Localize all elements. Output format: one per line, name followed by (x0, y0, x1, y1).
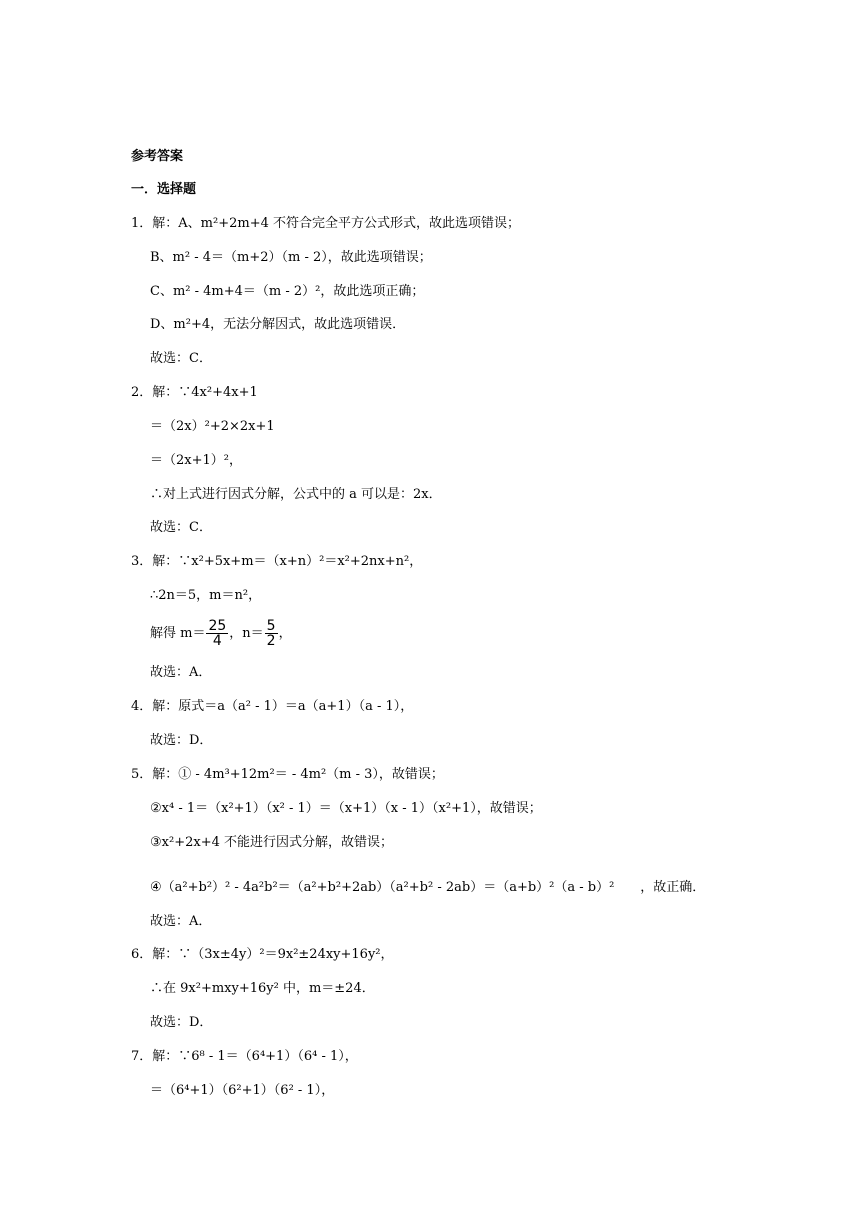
q4-line-1: 4．解：原式＝a（a² - 1）＝a（a+1）（a - 1）， (131, 699, 414, 714)
q2-line-3: ＝（2x+1）²， (150, 453, 242, 468)
q2-line-1: 2．解：∵4x²+4x+1 (131, 385, 258, 400)
q3-solution-line (150, 614, 292, 654)
q1-answer: 故选：C． (150, 351, 212, 366)
q6-line-1: 6．解：∵（3x±4y）²＝9x²±24xy+16y²， (131, 947, 394, 962)
n-fraction (265, 619, 278, 648)
q5-line-1: 5．解：① - 4m³+12m²＝ - 4m²（m - 3），故错误； (131, 767, 444, 782)
q3-line-2: ∴2n＝5，m＝n²， (150, 588, 262, 603)
q2-answer: 故选：C． (150, 520, 212, 535)
q1-line-2: B、m² - 4＝（m+2）（m - 2），故此选项错误； (150, 250, 432, 265)
q4-answer: 故选：D． (150, 733, 213, 748)
q1-line-1: 1．解：A、m²+2m+4 不符合完全平方公式形式，故此选项错误； (131, 216, 520, 231)
q6-line-2: ∴在 9x²+mxy+16y² 中，m＝±24． (150, 981, 375, 996)
n-denominator: 2 (266, 633, 276, 649)
q7-line-1: 7．解：∵6⁸ - 1＝（6⁴+1）（6⁴ - 1）， (131, 1049, 358, 1064)
q3-solve-prefix: 解得 m＝ (150, 626, 206, 641)
q7-line-2: ＝（6⁴+1）（6²+1）（6² - 1）， (150, 1083, 335, 1098)
q6-answer: 故选：D． (150, 1015, 213, 1030)
q1-line-4: D、m²+4，无法分解因式，故此选项错误． (150, 317, 406, 332)
q5-line-3: ③x²+2x+4 不能进行因式分解，故错误； (150, 835, 393, 850)
q5-answer: 故选：A． (150, 914, 212, 929)
q2-line-2: ＝（2x）²+2×2x+1 (150, 419, 275, 434)
q3-solve-suffix: ， (278, 626, 292, 641)
q5-line-4: ④（a²+b²）² - 4a²b²＝（a²+b²+2ab）（a²+b² - 2ab）＝（a+b）²（a - b）² ，故正确． (150, 880, 706, 895)
m-denominator: 4 (212, 633, 222, 649)
m-fraction (206, 619, 228, 648)
n-numerator: 5 (266, 618, 276, 634)
section-heading: 一．选择题 (131, 182, 197, 197)
q2-line-4: ∴对上式进行因式分解，公式中的 a 可以是：2x． (150, 487, 442, 502)
q5-line-2: ②x⁴ - 1＝（x²+1）（x² - 1）＝（x+1）（x - 1）（x²+1），故错误； (150, 801, 542, 816)
q1-line-3: C、m² - 4m+4＝（m - 2）²，故此选项正确； (150, 284, 425, 299)
m-numerator: 25 (208, 618, 227, 634)
q3-solve-separator: ，n＝ (229, 626, 264, 641)
q3-answer: 故选：A． (150, 665, 212, 680)
answer-heading: 参考答案 (131, 149, 184, 164)
q3-line-1: 3．解：∵x²+5x+m＝（x+n）²＝x²+2nx+n²， (131, 554, 423, 569)
